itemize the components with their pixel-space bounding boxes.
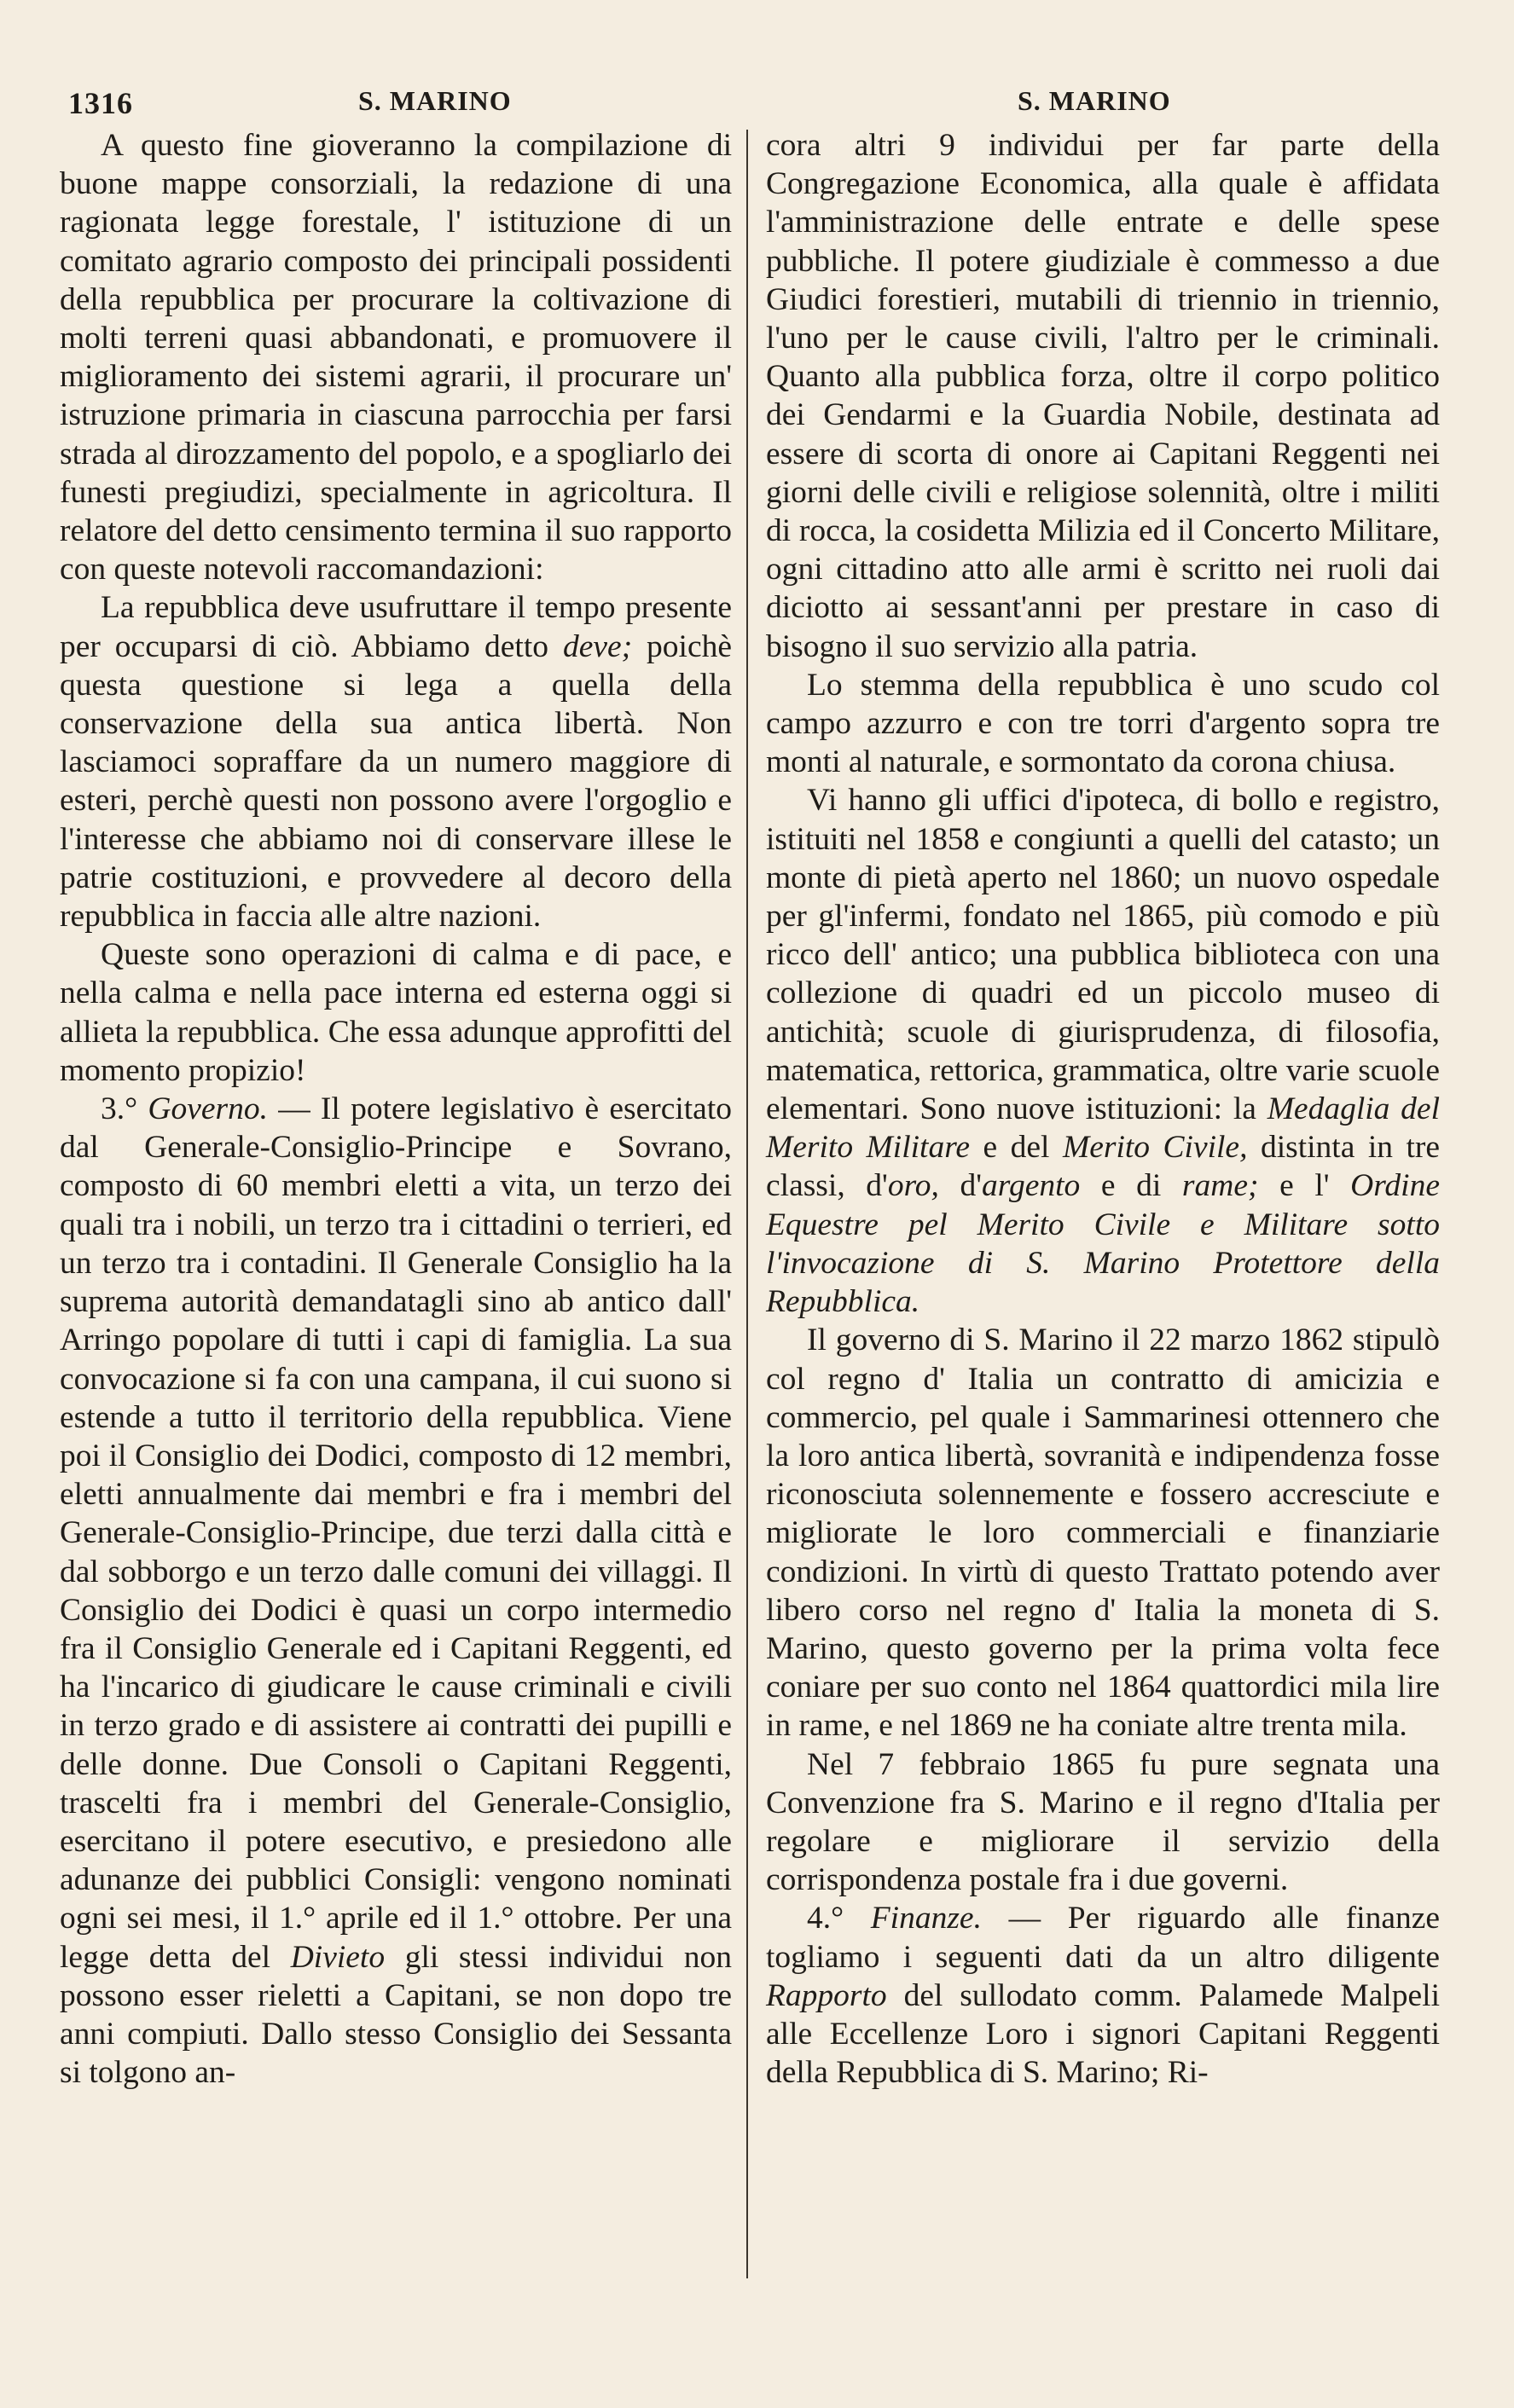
page-number: 1316 [68,86,133,120]
section-heading: Governo. [148,1091,268,1127]
paragraph: Vi hanno gli uffici d'ipoteca, di bollo e registro, istituiti nel 1858 e congiunti a quelli del catasto; un monte di pietà aperto nel 1860; un nuovo ospedale per gl'infermi, fondato nel 1865, più comodo e più ricco dell' antico; una pubblica biblioteca con una collezione di quadri ed un piccolo museo di antichità; scuole di giurisprudenza, di filosofia, matematica, rettorica, grammatica, oltre varie scuole elementari. Sono nuove istituzioni: la Medaglia del Merito Militare e del Merito Civile, distinta in tre classi, d'oro, d'argento e di rame; e l' Ordine Equestre pel Merito Civile e Militare sotto l'invocazione di S. Marino Protettore della Repubblica. [766,783,1441,1320]
column-divider [746,130,748,2278]
paragraph: Lo stemma della repubblica è uno scudo col campo azzurro e con tre torri d'argento sopra tre monti al naturale, e sormontato da corona chiusa. [766,667,1440,780]
section-finanze: 4.° Finanze. — Per riguardo alle finanze togliamo i seguenti dati da un altro diligente Rapporto del sullodato comm. Palamede Malpeli alle Eccellenze Loro i signori Capitani Reggenti della Repubblica di S. Marino; Ri- [766,1901,1441,2091]
section-heading: Finanze. [870,1901,982,1936]
paragraph: Queste sono operazioni di calma e di pace, e nella calma e nella pace interna ed esterna oggi si allieta la repubblica. Che essa adunque approfitti del momento propizio! [60,937,732,1088]
running-title-left: S. MARINO [358,85,512,116]
paragraph: A questo fine gioveranno la compilazione di buone mappe consorziali, la redazione di una ragionata legge forestale, l' istituzione di un comitato agrario composto dei principali possidenti della repubblica per procurare la coltivazione di molti terreni quasi abbandonati, e promuovere il miglioramento dei sistemi agrarii, il procurare un' istruzione primaria in ciascuna parrocchia per farsi strada al dirozzamento del popolo, e a spogliarlo dei funesti pregiudizi, specialmente in agricoltura. Il relatore del detto censimento termina il suo rapporto con queste notevoli raccomandazioni: [60,128,732,588]
paragraph: Nel 7 febbraio 1865 fu pure segnata una Convenzione fra S. Marino e il regno d'Italia per regolare e migliorare il servizio della corrispondenza postale fra i due governi. [766,1746,1440,1898]
paragraph: La repubblica deve usufruttare il tempo presente per occuparsi di ciò. Abbiamo detto deve; poichè questa questione si lega a quella della conservazione della sua antica libertà. Non lasciamoci sopraffare da un numero maggiore di esteri, perchè questi non possono avere l'orgoglio e l'interesse che abbiamo noi di conservare illese le patrie costituzioni, e provvedere al decoro della repubblica in faccia alle altre nazioni. [60,590,732,935]
paragraph: cora altri 9 individui per far parte della Congregazione Economica, alla quale è affidata l'amministrazione delle entrate e delle spese pubbliche. Il potere giudiziale è commesso a due Giudici forestieri, mutabili di triennio in triennio, l'uno per le cause civili, l'altro per le criminali. Quanto alla pubblica forza, oltre il corpo politico dei Gendarmi e la Guardia Nobile, destinata ad essere di scorta di onore ai Capitani Reggenti nei giorni delle civili e religiose solennità, oltre i militi di rocca, la cosidetta Milizia ed il Concerto Militare, ogni cittadino atto alle armi è scritto nei ruoli dai diciotto ai sessant'anni per prestare in caso di bisogno il suo servizio alla patria. [766,128,1440,664]
paragraph: Il governo di S. Marino il 22 marzo 1862 stipulò col regno d' Italia un contratto di amicizia e commercio, pel quale i Sammarinesi ottennero che la loro antica libertà, sovranità e indipendenza fosse riconosciuta solennemente e fossero accresciute e migliorate le loro commerciali e finanziarie condizioni. In virtù di questo Trattato potendo aver libero corso nel regno d' Italia la moneta di S. Marino, questo governo per la prima volta fece coniare per suo conto nel 1864 quattordici mila lire in rame, e nel 1869 ne ha coniate altre trenta mila. [766,1323,1440,1744]
running-title-right: S. MARINO [1018,85,1171,116]
right-column [766,126,1440,2092]
page-header [0,85,1514,124]
section-governo: 3.° Governo. — Il potere legislativo è esercitato dal Generale-Consiglio-Principe e Sovrano, composto di 60 membri eletti a vita, un terzo dei quali tra i nobili, un terzo tra i cittadini o terrieri, ed un terzo tra i contadini. Il Generale Consiglio ha la suprema autorità demandatagli sino ab antico dall' Arringo popolare di tutti i capi di famiglia. La sua convocazione si fa con una campana, il cui suono si estende a tutto il territorio della repubblica. Viene poi il Consiglio dei Dodici, composto di 12 membri, eletti annualmente dai membri e fra i membri del Generale-Consiglio-Principe, due terzi dalla città e dal sobborgo e un terzo dalle comuni dei villaggi. Il Consiglio dei Dodici è quasi un corpo intermedio fra il Consiglio Generale ed i Capitani Reggenti, ed ha l'incarico di giudicare le cause criminali e civili in terzo grado e di assistere ai contratti dei pupilli e delle donne. Due Consoli o Capitani Reggenti, trascelti fra i membri del Generale-Consiglio, esercitano il potere esecutivo, e presiedono alle adunanze dei pubblici Consigli: vengono nominati ogni sei mesi, il 1.° aprile ed il 1.° ottobre. Per una legge detta del Divieto gli stessi individui non possono esser rieletti a Capitani, se non dopo tre anni compiuti. Dallo stesso Consiglio dei Sessanta si tolgono an- [60,1091,733,2091]
left-column [60,126,732,2092]
